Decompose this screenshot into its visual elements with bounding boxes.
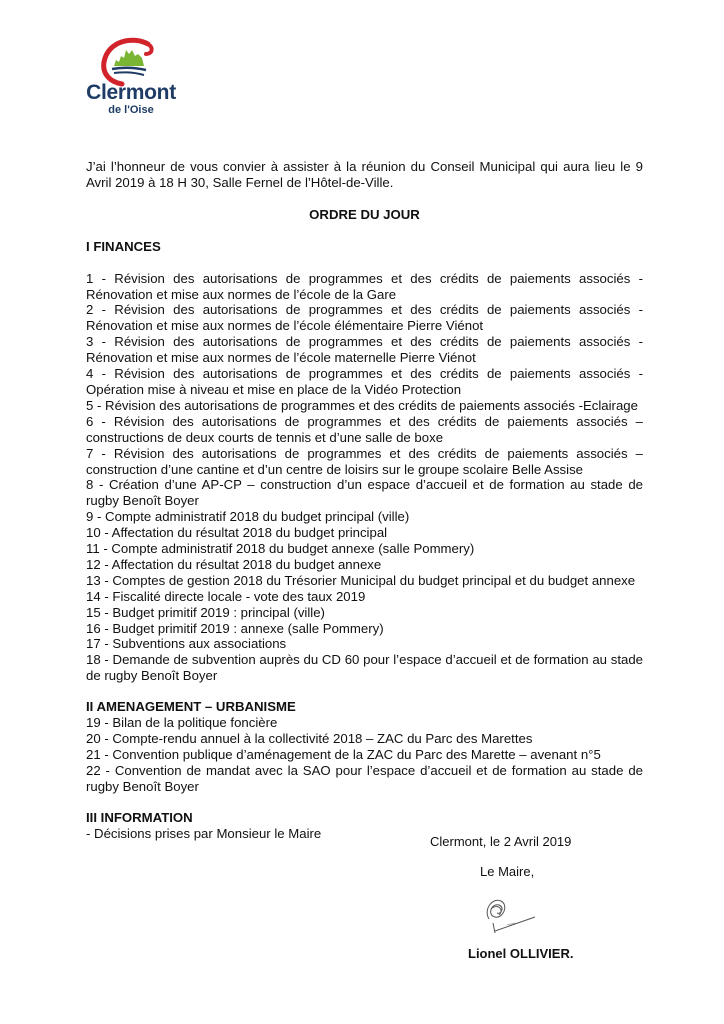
agenda-item: 14 - Fiscalité directe locale - vote des taux 2019 bbox=[86, 588, 366, 604]
agenda-item: 8 - Création d’une AP-CP – construction d’un espace d’accueil et de formation au stade de rugby Benoît Boyer bbox=[86, 477, 643, 509]
agenda-item: 2 - Révision des autorisations de programmes et des crédits de paiements associés - Rénovation et mise aux normes de l’école élémentaire Pierre Viénot bbox=[86, 302, 643, 334]
agenda-item: 20 - Compte-rendu annuel à la collectivité 2018 – ZAC du Parc des Marettes bbox=[86, 731, 533, 746]
document-body bbox=[86, 159, 643, 841]
agenda-item: 17 - Subventions aux associations bbox=[86, 636, 287, 652]
logo-text bbox=[86, 82, 176, 116]
agenda-item: 9 - Compte administratif 2018 du budget principal (ville) bbox=[86, 509, 410, 525]
agenda-item: 22 - Convention de mandat avec la SAO pour l’espace d’accueil et de formation au stade de rugby Benoît Boyer bbox=[86, 762, 643, 794]
agenda-title: ORDRE DU JOUR bbox=[309, 206, 420, 222]
section-title-amenagement: II AMENAGEMENT – URBANISME bbox=[86, 699, 296, 715]
handwritten-signature-icon bbox=[475, 889, 555, 949]
agenda-item: 4 - Révision des autorisations de programmes et des crédits de paiements associés - Opération mise à niveau et mise en place de la Vidéo Protection bbox=[86, 366, 643, 397]
agenda-item: 3 - Révision des autorisations de programmes et des crédits de paiements associés - Rénovation et mise aux normes de l’école maternelle Pierre Viénot bbox=[86, 334, 643, 366]
finances-items bbox=[86, 271, 643, 685]
agenda-item: 13 - Comptes de gestion 2018 du Trésorier Municipal du budget principal et du budget annexe bbox=[86, 572, 636, 588]
agenda-item: 18 - Demande de subvention auprès du CD 60 pour l’espace d’accueil et de formation au stade de rugby Benoît Boyer bbox=[86, 652, 643, 684]
signatory-role: Le Maire, bbox=[480, 864, 535, 879]
agenda-item: 21 - Convention publique d’aménagement de la ZAC du Parc des Marette – avenant n°5 bbox=[86, 746, 601, 762]
section-title-information: III INFORMATION bbox=[86, 809, 193, 825]
agenda-item: 5 - Révision des autorisations de programmes et des crédits de paiements associés -Eclairage bbox=[86, 397, 638, 413]
agenda-item: 11 - Compte administratif 2018 du budget annexe (salle Pommery) bbox=[86, 541, 475, 557]
agenda-item: 1 - Révision des autorisations de programmes et des crédits de paiements associés - Rénovation et mise aux normes de l’école de la Gare bbox=[86, 270, 643, 302]
section-title-finances: I FINANCES bbox=[86, 238, 161, 254]
agenda-item: 10 - Affectation du résultat 2018 du budget principal bbox=[86, 525, 388, 541]
logo-subtitle: de l'Oise bbox=[108, 104, 154, 116]
signatory-name: Lionel OLLIVIER. bbox=[468, 946, 574, 961]
intro-paragraph: J’ai l’honneur de vous convier à assister à la réunion du Conseil Municipal qui aura lieu le 9 Avril 2019 à 18 H 30, Salle Fernel de l’Hôtel-de-Ville. bbox=[86, 159, 643, 190]
agenda-item: 15 - Budget primitif 2019 : principal (ville) bbox=[86, 604, 325, 620]
logo-name: Clermont bbox=[86, 81, 176, 104]
agenda-item: 7 - Révision des autorisations de programmes et des crédits de paiements associés – construction d’une cantine et d’un centre de loisirs sur le groupe scolaire Belle Assise bbox=[86, 445, 643, 477]
agenda-item: 12 - Affectation du résultat 2018 du budget annexe bbox=[86, 556, 382, 572]
agenda-item: - Décisions prises par Monsieur le Maire bbox=[86, 825, 322, 841]
amenagement-items bbox=[86, 715, 643, 795]
agenda-item: 19 - Bilan de la politique foncière bbox=[86, 715, 278, 731]
agenda-item: 6 - Révision des autorisations de programmes et des crédits de paiements associés – constructions de deux courts de tennis et d’une salle de boxe bbox=[86, 413, 643, 445]
place-date: Clermont, le 2 Avril 2019 bbox=[430, 834, 572, 849]
agenda-item: 16 - Budget primitif 2019 : annexe (salle Pommery) bbox=[86, 620, 384, 636]
